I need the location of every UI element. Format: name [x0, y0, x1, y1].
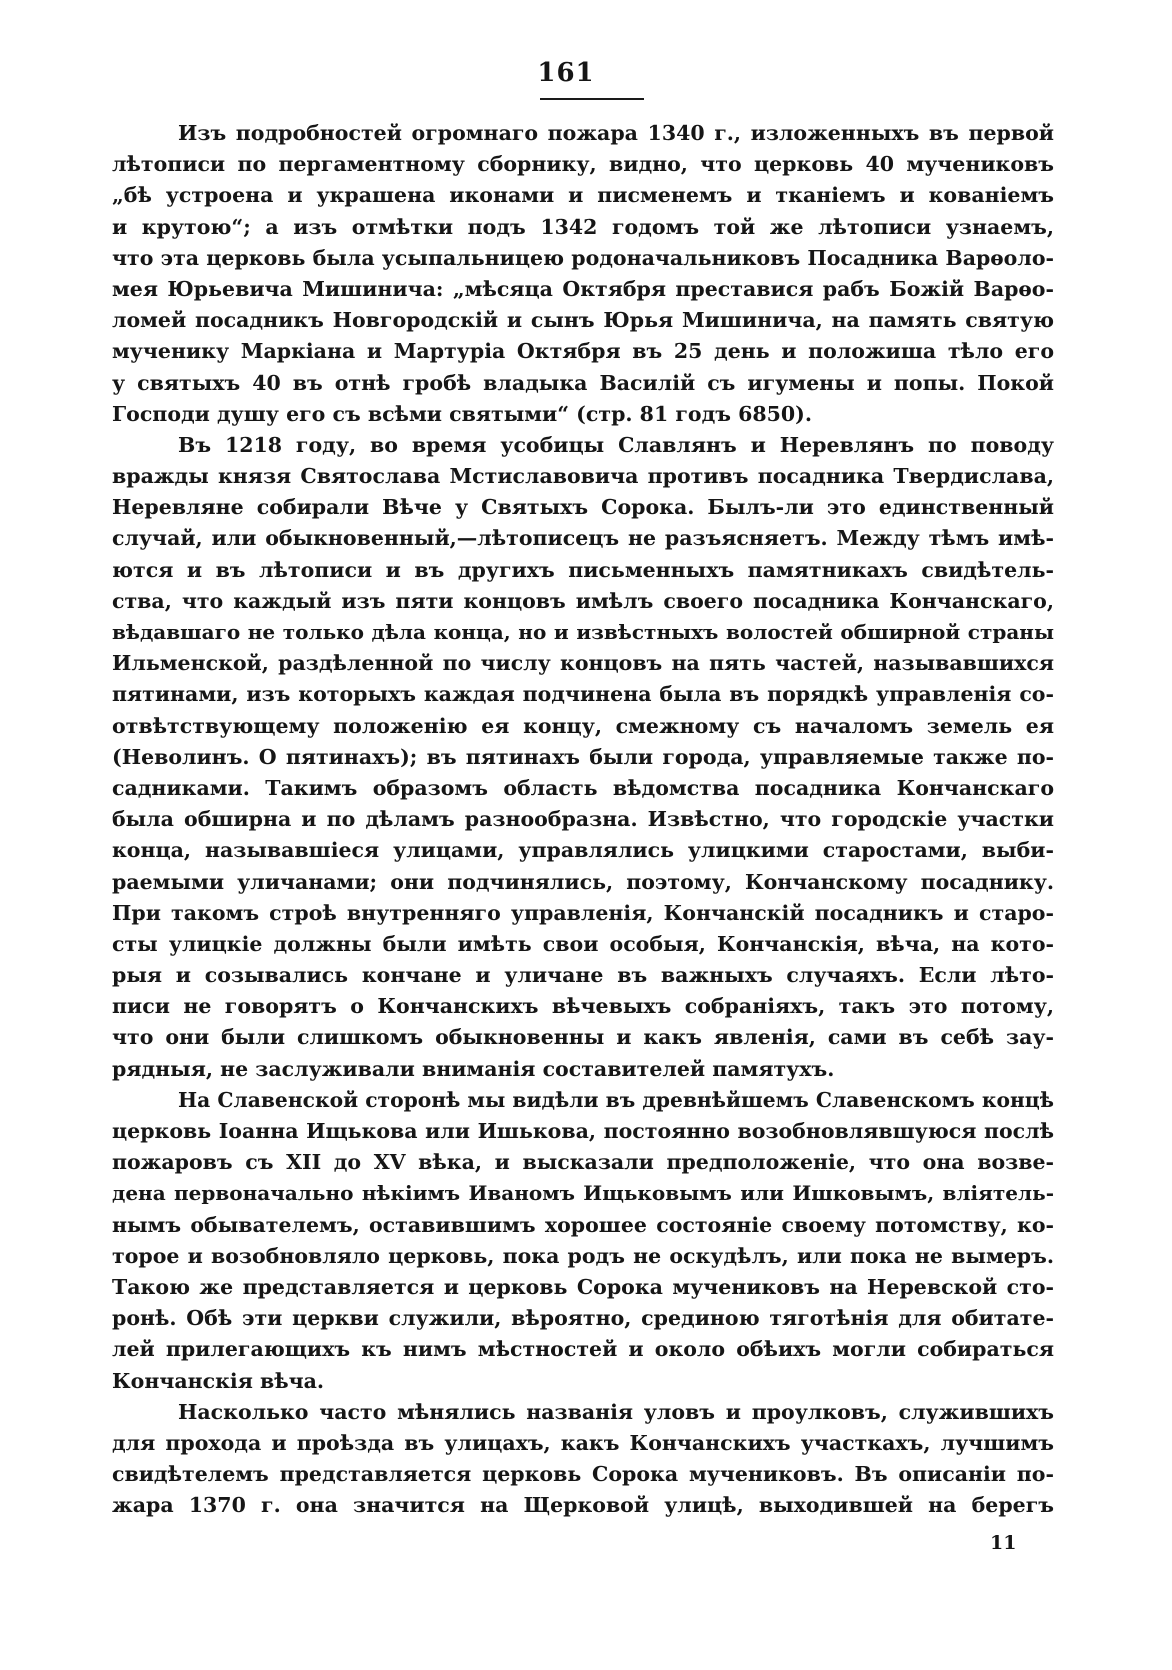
text-line: Господи душу его съ всѣми святыми“ (стр. 81 годъ 6850). [112, 401, 812, 426]
signature-mark: 11 [990, 1532, 1017, 1554]
text-line: ются и въ лѣтописи и въ другихъ письменныхъ памятникахъ свидѣтель- [112, 557, 1054, 582]
text-line: жара 1370 г. она значится на Щерковой улицѣ, выходившей на берегъ [112, 1493, 1054, 1518]
text-line: вѣдавшаго не только дѣла конца, но и извѣстныхъ волостей обширной страны [112, 620, 1054, 644]
text-line: (Неволинъ. О пятинахъ); въ пятинахъ были города, управляемые также по- [112, 744, 1054, 769]
text-line: На Славенской сторонѣ мы видѣли въ древнѣйшемъ Славенскомъ концѣ [178, 1087, 1054, 1112]
text-line: пятинами, изъ которыхъ каждая подчинена была въ порядкѣ управленiя со- [112, 682, 1054, 707]
text-line: сты улицкiе должны были имѣть свои особыя, Кончанскiя, вѣча, на кото- [112, 931, 1054, 956]
text-line: лей прилегающихъ къ нимъ мѣстностей и около обѣихъ могли собираться [112, 1337, 1054, 1362]
text-line: Въ 1218 году, во время усобицы Славлянъ и Неревлянъ по поводу [178, 432, 1054, 457]
text-line: была обширна и по дѣламъ разнообразна. Извѣстно, что городскiе участки [112, 807, 1054, 832]
text-line: что они были слишкомъ обыкновенны и какъ явленiя, сами въ себѣ зау- [112, 1025, 1054, 1050]
text-line: лѣтописи по пергаментному сборнику, видно, что церковь 40 мучениковъ [112, 152, 1054, 177]
text-line: конца, называвшiеся улицами, управлялись улицкими старостами, выби- [112, 838, 1054, 863]
header-rule [540, 98, 644, 100]
text-line: Насколько часто мѣнялись названiя уловъ и проулковъ, служившихъ [178, 1399, 1054, 1424]
text-line: раемыми уличанами; они подчинялись, поэтому, Кончанскому посаднику. [112, 869, 1054, 894]
text-line: рядныя, не заслуживали вниманiя составителей памятухъ. [112, 1056, 835, 1081]
text-line: Изъ подробностей огромнаго пожара 1340 г., изложенныхъ въ первой [178, 121, 1054, 145]
text-line: свидѣтелемъ представляется церковь Сорока мучениковъ. Въ описанiи по- [112, 1462, 1054, 1487]
text-line: случай, или обыкновенный,—лѣтописецъ не разъясняетъ. Между тѣмъ имѣ- [112, 526, 1054, 551]
text-line: нымъ обывателемъ, оставившимъ хорошее состоянiе своему потомству, ко- [112, 1212, 1054, 1237]
text-line: ронѣ. Обѣ эти церкви служили, вѣроятно, срединою тяготѣнiя для обитате- [112, 1306, 1054, 1331]
text-line: и крутою“; а изъ отмѣтки подъ 1342 годомъ той же лѣтописи узнаемъ, [112, 214, 1054, 239]
text-line: Ильменской, раздѣленной по числу концовъ на пять частей, называвшихся [112, 651, 1054, 676]
text-line: Кончанскiя вѣча. [112, 1368, 325, 1393]
text-line: для прохода и проѣзда въ улицахъ, какъ Кончанскихъ участкахъ, лучшимъ [112, 1430, 1054, 1455]
text-line: что эта церковь была усыпальницею родоначальниковъ Посадника Варѳоло- [112, 245, 1054, 270]
text-line: „бѣ устроена и украшена иконами и писменемъ и тканiемъ и кованiемъ [112, 183, 1054, 208]
text-line: писи не говорятъ о Кончанскихъ вѣчевыхъ собранiяхъ, такъ это потому, [112, 994, 1054, 1019]
text-line: дена первоначально нѣкiимъ Иваномъ Ищьковымъ или Ишковымъ, влiятель- [112, 1181, 1054, 1206]
text-line: ломей посадникъ Новгородскiй и сынъ Юрья Мишинича, на память святую [112, 308, 1054, 333]
text-line: ства, что каждый изъ пяти концовъ имѣлъ своего посадника Кончанскаго, [112, 588, 1054, 613]
text-line: садниками. Такимъ образомъ область вѣдомства посадника Кончанскаго [112, 775, 1054, 800]
page-number: 161 [537, 58, 595, 88]
text-line: отвѣтствующему положенiю ея концу, смежному съ началомъ земель ея [112, 713, 1054, 738]
text-line: вражды князя Святослава Мстиславовича противъ посадника Твердислава, [112, 464, 1054, 489]
text-line: мученику Маркiана и Мартурiа Октября въ 25 день и положиша тѣло его [112, 339, 1054, 364]
text-line: Неревляне собирали Вѣче у Святыхъ Сорока. Былъ-ли это единственный [112, 495, 1054, 520]
text-line: у святыхъ 40 въ отнѣ гробѣ владыка Василiй съ игумены и попы. Покой [112, 370, 1054, 395]
text-line: Такою же представляется и церковь Сорока мучениковъ на Неревской сто- [112, 1274, 1054, 1299]
text-line: При такомъ строѣ внутренняго управленiя, Кончанскiй посадникъ и старо- [112, 900, 1054, 925]
body-text [112, 118, 1054, 1521]
text-line: пожаровъ съ XII до XV вѣка, и высказали предположенiе, что она возве- [112, 1150, 1054, 1175]
text-line: мея Юрьевича Мишинича: „мѣсяца Октября преставися рабъ Божiй Варѳо- [112, 276, 1054, 301]
text-line: церковь Iоанна Ищькова или Ишькова, постоянно возобновлявшуюся послѣ [112, 1119, 1054, 1143]
text-line: рыя и созывались кончане и уличане въ важныхъ случаяхъ. Если лѣто- [112, 963, 1054, 988]
text-line: торое и возобновляло церковь, пока родъ не оскудѣлъ, или пока не вымеръ. [112, 1243, 1054, 1268]
